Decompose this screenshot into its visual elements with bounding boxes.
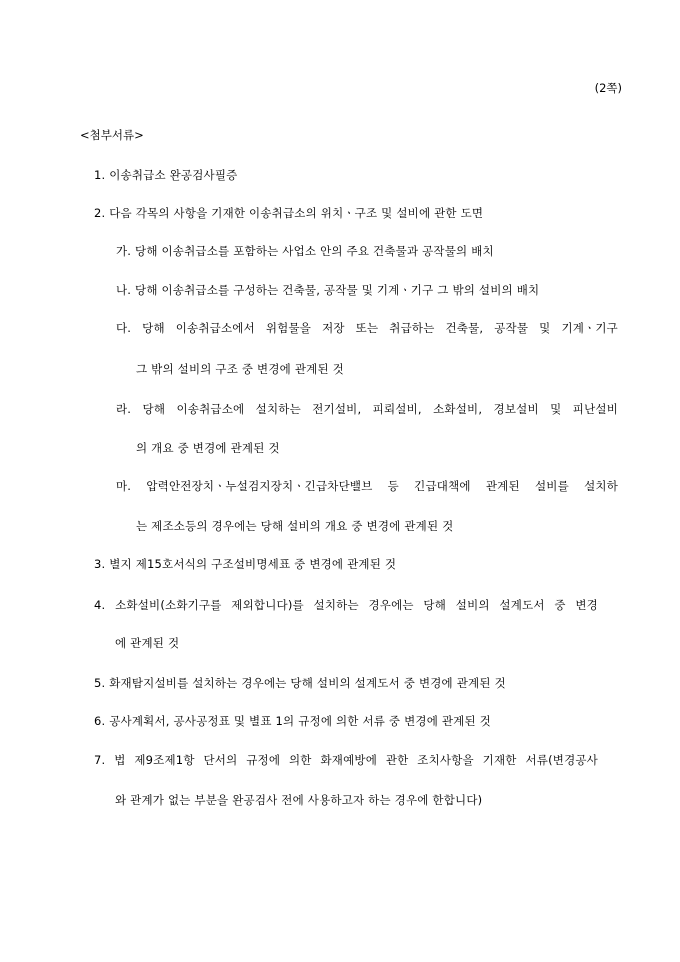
list-item-1: 1. 이송취급소 완공검사필증	[94, 168, 238, 182]
sub-item-ga: 가. 당해 이송취급소를 포함하는 사업소 안의 주요 건축물과 공작물의 배치	[116, 244, 494, 258]
list-item-4-cont: 에 관계된 것	[115, 636, 180, 650]
attachments-heading: <첨부서류>	[80, 128, 144, 142]
sub-item-da: 다. 당해 이송취급소에서 위험물을 저장 또는 취급하는 건축물, 공작물 및 기계ㆍ기구	[116, 321, 618, 335]
list-item-4: 4. 소화설비(소화기구를 제외합니다)를 설치하는 경우에는 당해 설비의 설계도서 중 변경	[94, 598, 598, 612]
sub-item-ma: 마. 압력안전장치ㆍ누설검지장치ㆍ긴급차단밸브 등 긴급대책에 관계된 설비를 설치하	[116, 479, 618, 493]
sub-item-na: 나. 당해 이송취급소를 구성하는 건축물, 공작물 및 기계ㆍ기구 그 밖의 설비의 배치	[116, 283, 540, 297]
list-item-2: 2. 다음 각목의 사항을 기재한 이송취급소의 위치ㆍ구조 및 설비에 관한 도면	[94, 206, 484, 220]
list-item-6: 6. 공사계획서, 공사공정표 및 별표 1의 규정에 의한 서류 중 변경에 관계된 것	[94, 714, 491, 728]
sub-item-ra: 라. 당해 이송취급소에 설치하는 전기설비, 피뢰설비, 소화설비, 경보설비 및 피난설비	[116, 402, 618, 416]
sub-item-ra-cont: 의 개요 중 변경에 관계된 것	[136, 441, 280, 455]
sub-item-da-cont: 그 밖의 설비의 구조 중 변경에 관계된 것	[136, 362, 344, 376]
list-item-7: 7. 법 제9조제1항 단서의 규정에 의한 화재예방에 관한 조치사항을 기재한 서류(변경공사	[94, 753, 598, 767]
page-number: (2쪽)	[594, 81, 622, 95]
list-item-7-cont: 와 관계가 없는 부분을 완공검사 전에 사용하고자 하는 경우에 한합니다)	[115, 793, 483, 807]
list-item-3: 3. 별지 제15호서식의 구조설비명세표 중 변경에 관계된 것	[94, 557, 397, 571]
list-item-5: 5. 화재탐지설비를 설치하는 경우에는 당해 설비의 설계도서 중 변경에 관계된 것	[94, 676, 506, 690]
sub-item-ma-cont: 는 제조소등의 경우에는 당해 설비의 개요 중 변경에 관계된 것	[136, 519, 454, 533]
